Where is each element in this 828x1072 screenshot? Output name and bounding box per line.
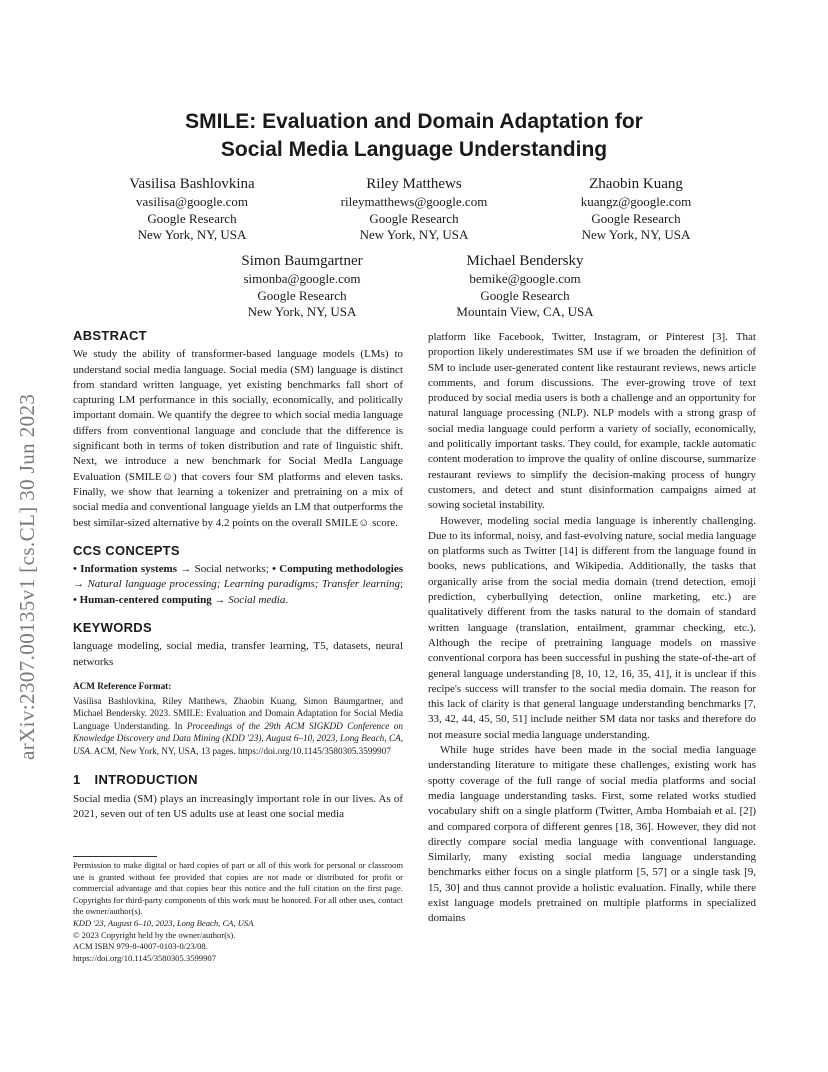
acm-reference-text: Vasilisa Bashlovkina, Riley Matthews, Zhaobin Kuang, Simon Baumgartner, and Michael Bendersky. 2023. SMILE: Evaluation and Domain Adaptation for Social Media Language Understanding. In Proceedings of the 29th ACM SIGKDD Conference on Knowledge Discovery and Data Mining (KDD '23), August 6–10, 2023, Long Beach, CA, USA. ACM, New York, NY, USA, 13 pages. https://doi.org/10.1145/3580305.3599907 [73,695,403,756]
author-org: Google Research [591,210,681,226]
intro-paragraph-2: However, modeling social media language is inherently challenging. Due to its informal, noisy, and fast-evolving nature, social media language on platforms such as Twitter [14] is different from the language found in books, news publications, and Wikipedia. Additionally, the tasks that organically arise from the social media domain (trend detection, emoji prediction, cyberbullying detection, online marketing, etc.) are qualitatively different from the tasks natural to the domain of standard written language (translation, entailment, grammar checking, etc.). Although the recipe of pretraining language models on massive conventional corpora has been successful in pushing the state-of-the-art of general language understanding [8, 10, 12, 16, 35, 41], it is unclear if this recipe's success will transfer to the social media domain. The reason for this lack of clarity is that general language understanding benchmarks [7, 33, 42, 44, 45, 50, 51] include neither SM data nor tasks and therefore do not measure social media language understanding. [428,514,756,741]
author-block [192,252,412,321]
author-name: Riley Matthews [366,176,462,192]
keywords-heading: KEYWORDS [73,620,152,636]
author-block [526,175,746,244]
left-column [73,328,403,822]
author-name: Michael Bendersky [466,253,584,269]
author-org: Google Research [147,210,237,226]
footnote-rule [73,856,157,857]
author-name: Simon Baumgartner [241,253,363,269]
intro-paragraph-1-start: Social media (SM) plays an increasingly important role in our lives. As of 2021, seven out of ten US adults use at least one social media [73,792,403,821]
abstract-heading: ABSTRACT [73,328,147,343]
author-location: Mountain View, CA, USA [456,304,594,319]
arxiv-identifier: arXiv:2307.00135v1 [cs.CL] 30 Jun 2023 [15,393,39,760]
intro-paragraph-3: While huge strides have been made in the social media language understanding literature to mitigate these challenges, existing work has spotty coverage of the full range of social media platforms and social media language understanding tasks. First, some related works studied vocabulary shift on a single platform (Twitter, Amba Hombaiah et al. [2]) and compared corpora of different genres [18, 36]. However, they did not directly compare social media language with conventional language. Similarly, many existing social media language understanding benchmarks either focus on a single platform [5, 57] or a single task [9, 15, 30] and thus cannot provide a holistic evaluation. Finally, while there exist language models pretrained on multiple platforms in specialized domains [428,744,756,925]
author-email: kuangz@google.com [580,194,692,209]
title-line-2: Social Media Language Understanding [220,138,608,161]
author-location: New York, NY, USA [137,227,247,242]
author-email: simonba@google.com [243,271,361,286]
keywords-text: language modeling, social media, transfer learning, T5, datasets, neural networks [73,640,403,668]
ccs-heading: CCS CONCEPTS [73,542,180,558]
author-location: New York, NY, USA [247,304,357,319]
author-email: rileymatthews@google.com [340,194,488,209]
paper-title [0,108,828,164]
author-location: New York, NY, USA [359,227,469,242]
author-org: Google Research [369,210,459,226]
acm-reference [73,680,403,758]
author-name: Vasilisa Bashlovkina [129,176,255,192]
permission-footnote [73,860,403,964]
abstract-text: We study the ability of transformer-based language models (LMs) to understand social media language. Social media (SM) language is distinct from standard written language, yet existing benchmarks fall short of capturing LM performance in this socially, economically, and politically important domain. We quantify the degree to which social media language differs from conventional language and conclude that the difference is significant both in terms of token distribution and rate of linguistic shift. Next, we introduce a new benchmark for Social MedIa Language Evaluation (SMILE☺) that covers four SM platforms and eleven tasks. Finally, we show that learning a tokenizer and pretraining on a mix of social media and conventional language yields an LM that outperforms the best similar-sized alternative by 4.2 points on the overall SMILE☺ score. [73,348,403,529]
ccs-text: • Information systems → Social networks; • Computing methodologies → Natural language processing; Learning paradigms; Transfer learning; • Human-centered computing → Social media. [73,563,404,606]
intro-paragraph-1-cont: platform like Facebook, Twitter, Instagram, or Pinterest [3]. That proportion likely underestimates SM use if we broaden the definition of SM to include user-generated content like restaurant reviews, news article comments, and forum discussions. The ever-growing trove of text produced by social media users is both a challenge and an opportunity for natural language processing (NLP). NLP models with a strong grasp of social media language could perform a variety of socially, economically, and politically important tasks. They could, for example, tackle automatic content moderation to improve the quality of online discourse, summarize restaurant reviews to simplify the decision-making process of hungry customers, and detect and stunt disinformation campaigns aimed at sowing societal instability. [428,331,756,512]
acm-reference-heading: ACM Reference Format: [73,680,172,691]
author-email: bemike@google.com [469,271,581,286]
author-org: Google Research [257,287,347,303]
author-location: New York, NY, USA [581,227,691,242]
conference-line: KDD '23, August 6–10, 2023, Long Beach, CA, USA [73,917,254,928]
title-line-1: SMILE: Evaluation and Domain Adaptation for [185,110,643,133]
author-email: vasilisa@google.com [136,194,248,209]
author-block [82,175,302,244]
author-block [304,175,524,244]
doi-line: https://doi.org/10.1145/3580305.3599907 [73,952,216,963]
isbn-line: ACM ISBN 979-8-4007-0103-0/23/08. [73,941,208,952]
permission-text: Permission to make digital or hard copies of part or all of this work for personal or classroom use is granted without fee provided that copies are not made or distributed for profit or commercial advantage and that copies bear this notice and the full citation on the first page. Copyrights for third-party components of this work must be honored. For all other uses, contact the owner/author(s). [73,860,403,917]
author-block [415,252,635,321]
copyright-line: © 2023 Copyright held by the owner/author(s). [73,929,236,940]
author-name: Zhaobin Kuang [589,176,683,192]
section-heading-introduction: 1 INTRODUCTION [73,771,198,787]
right-column [428,330,756,927]
author-org: Google Research [480,287,570,303]
